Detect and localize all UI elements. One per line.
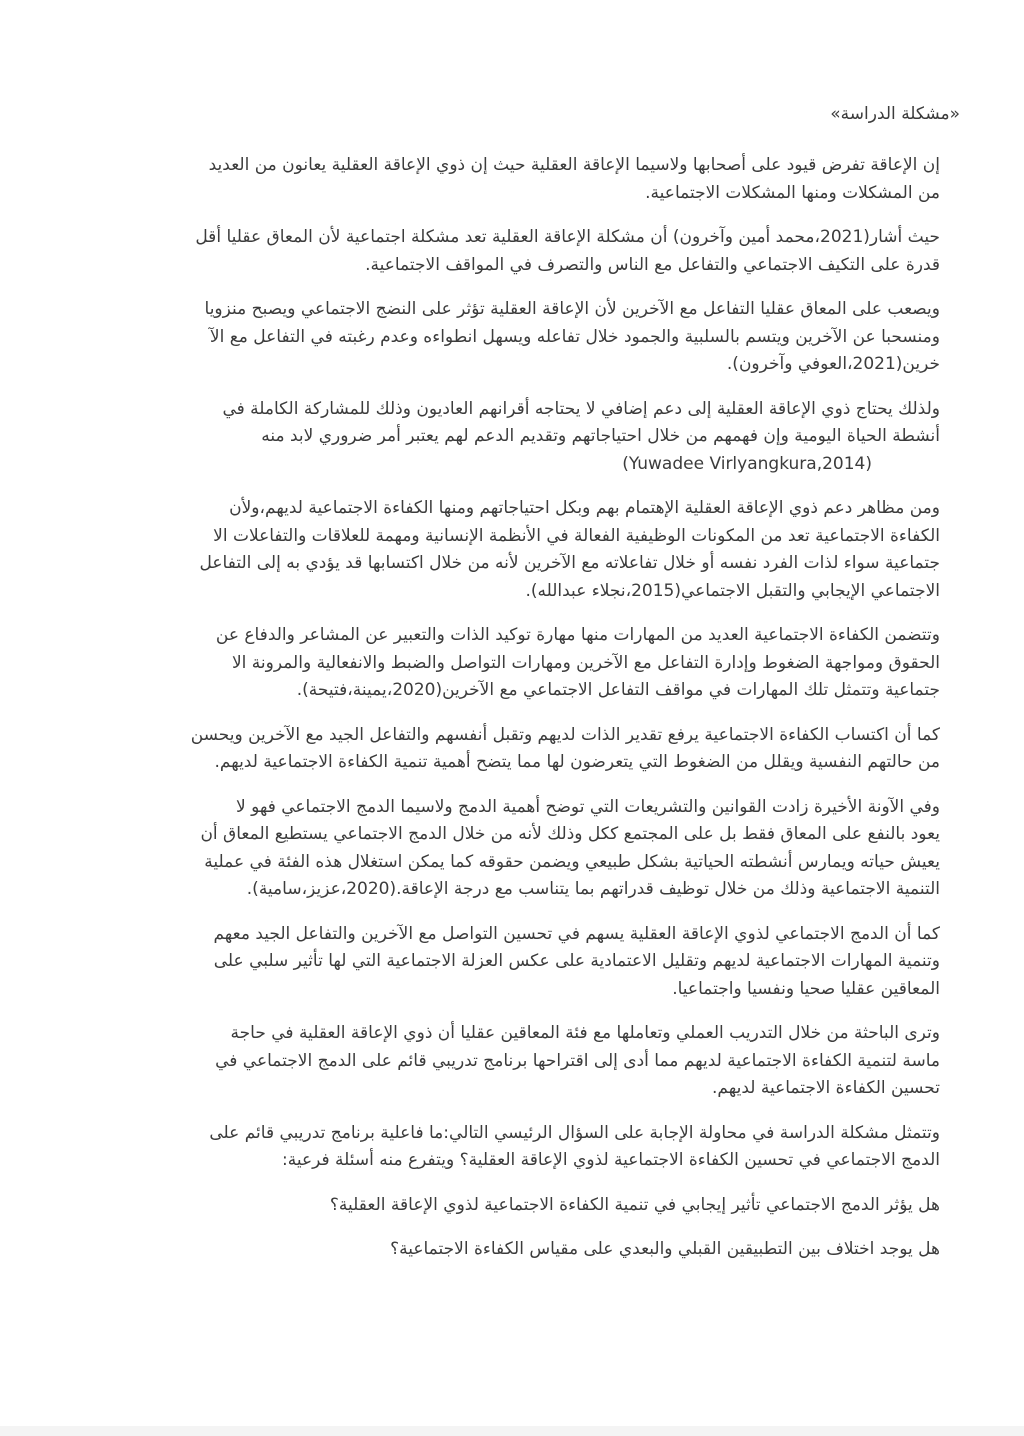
paragraph (56, 495, 940, 605)
text-line: كما أن اكتساب الكفاءة الاجتماعية يرفع تقدير الذات لديهم وتقبل أنفسهم والتفاعل الجيد مع الآخرين ويحسن (190, 724, 940, 745)
text-line: أنشطة الحياة اليومية وإن فهمهم من خلال احتياجاتهم وتقديم الدعم لهم يعتبر أمر ضروري لابد منه (261, 426, 940, 446)
paragraph (56, 1020, 940, 1103)
text-line: يعود بالنفع على المعاق فقط بل على المجتمع ككل وذلك لأنه من خلال الدمج الاجتماعي يستطيع المعاق أن (200, 824, 940, 844)
text-line: هل يؤثر الدمج الاجتماعي تأثير إيجابي في تنمية الكفاءة الاجتماعية لذوي الإعاقة العقلية؟ (329, 1194, 940, 1215)
document-body (56, 152, 940, 1264)
text-line: ماسة لتنمية الكفاءة الاجتماعية لديهم مما أدى إلى اقتراحها برنامج تدريبي قائم على الدمج الاجتماعي في (215, 1050, 940, 1071)
document-title: «مشكلة الدراسة» (830, 104, 960, 124)
text-line: وفي الآونة الأخيرة زادت القوانين والتشريعات التي توضح أهمية الدمج ولاسيما الدمج الاجتماعي فهو لا (236, 796, 940, 817)
text-line: تحسين الكفاءة الاجتماعية لديهم. (712, 1078, 940, 1098)
text-line: وترى الباحثة من خلال التدريب العملي وتعاملها مع فئة المعاقين عقليا أن ذوي الإعاقة العقلية في حاجة (230, 1023, 940, 1043)
text-line: يعيش حياته ويمارس أنشطته الحياتية بشكل طبيعي ويضمن حقوقه كما يمكن استغلال هذه الفئة في عملية (204, 851, 940, 872)
text-line: قدرة على التكيف الاجتماعي والتفاعل مع الناس والتصرف في المواقف الاجتماعية. (365, 254, 940, 275)
text-line: هل يوجد اختلاف بين التطبيقين القبلي والبعدي على مقياس الكفاءة الاجتماعية؟ (390, 1239, 940, 1259)
text-line: التنمية الاجتماعية وذلك من خلال توظيف قدراتهم بما يتناسب مع درجة الإعاقة.(2020،عزيز،سامية). (246, 879, 940, 899)
paragraph (56, 152, 940, 207)
text-line: إن الإعاقة تفرض قيود على أصحابها ولاسيما الإعاقة العقلية حيث إن ذوي الإعاقة العقلية يعانون من العديد (208, 155, 940, 175)
text-line: حيث أشار(2021،محمد أمين وآخرون) أن مشكلة الإعاقة العقلية تعد مشكلة اجتماعية لأن المعاق عقليا أقل (195, 227, 940, 247)
paragraph (56, 622, 940, 705)
text-line: خرين(2021،العوفي وآخرون). (726, 354, 940, 374)
text-line: كما أن الدمج الاجتماعي لذوي الإعاقة العقلية يسهم في تحسين التواصل مع الآخرين والتفاعل الجيد معهم (213, 923, 940, 944)
paragraph (56, 722, 940, 777)
text-line: ولذلك يحتاج ذوي الإعاقة العقلية إلى دعم إضافي لا يحتاجه أقرانهم العاديون وذلك للمشاركة الكاملة في (222, 398, 940, 419)
text-line: ويصعب على المعاق عقليا التفاعل مع الآخرين لأن الإعاقة العقلية تؤثر على النضج الاجتماعي ويصبح منزويا (204, 299, 940, 319)
text-line: وتنمية المهارات الاجتماعية لديهم وتقليل الاعتمادية على عكس العزلة الاجتماعية التي لها تأثير سلبي على (213, 951, 940, 971)
text-line: ومنسحبا عن الآخرين ويتسم بالسلبية والجمود خلال تفاعله ويسهل انطواءه وعدم رغبته في التفاعل مع الآ (209, 326, 940, 347)
text-line: الكفاءة الاجتماعية تعد من المكونات الوظيفية الفعالة في الأنظمة الإنسانية ومهمة للعلاقات والتفاعلات الا (213, 525, 940, 546)
paragraph (56, 1236, 940, 1264)
paragraph (56, 296, 940, 379)
paragraph (56, 794, 940, 904)
paragraph (56, 1120, 940, 1175)
text-line: جتماعية سواء لذات الفرد نفسه أو خلال تفاعلاته مع الآخرين لأنه من خلال اكتسابها قد يؤدي به إلى التفاعل (199, 553, 940, 573)
text-line: الاجتماعي الإيجابي والتقبل الاجتماعي(2015،نجلاء عبدالله). (525, 580, 940, 601)
text-line: وتتمثل مشكلة الدراسة في محاولة الإجابة على السؤال الرئيسي التالي:ما فاعلية برنامج تدريبي قائم على (209, 1122, 940, 1143)
text-line: ومن مظاهر دعم ذوي الإعاقة العقلية الإهتمام بهم وبكل احتياجاتهم ومنها الكفاءة الاجتماعية لديهم،ولأن (229, 498, 940, 518)
paragraph (56, 921, 940, 1004)
text-line: وتتضمن الكفاءة الاجتماعية العديد من المهارات منها مهارة توكيد الذات والتعبير عن المشاعر والدفاع عن (215, 625, 940, 645)
viewer-bottom-strip (0, 1426, 1024, 1436)
paragraph (56, 1192, 940, 1220)
text-line: من المشكلات ومنها المشكلات الاجتماعية. (645, 182, 940, 203)
text-line: الحقوق ومواجهة الضغوط وإدارة التفاعل مع الآخرين ومهارات التواصل والضبط والانفعالية والمرونة الا (231, 652, 940, 673)
text-line: الدمج الاجتماعي في تحسين الكفاءة الاجتماعية لذوي الإعاقة العقلية؟ ويتفرع منه أسئلة فرعية: (282, 1150, 940, 1170)
text-line: جتماعية وتتمثل تلك المهارات في مواقف التفاعل الاجتماعي مع الآخرين(2020،يمينة،فتيحة). (296, 680, 940, 700)
paragraph (56, 224, 940, 279)
text-line: (Yuwadee Virlyangkura,2014) (622, 453, 872, 474)
text-line: من حالتهم النفسية ويقلل من الضغوط التي يتعرضون لها مما يتضح أهمية تنمية الكفاءة الاجتماعية لديهم. (214, 752, 940, 772)
text-line: المعاقين عقليا صحيا ونفسيا واجتماعيا. (672, 978, 940, 999)
paragraph (56, 396, 940, 479)
